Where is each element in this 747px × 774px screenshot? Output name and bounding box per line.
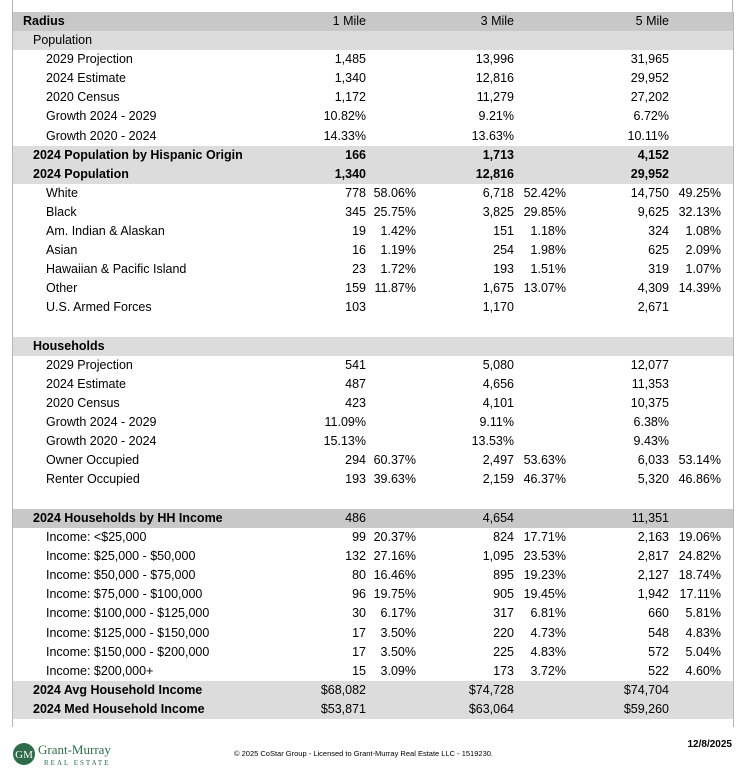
- med-income-row: [13, 700, 733, 719]
- value-3-mile: 12,816: [475, 71, 514, 86]
- value-5-mile: 6.72%: [633, 109, 669, 124]
- table-row: [13, 451, 733, 470]
- percent-3-mile: 52.42%: [523, 185, 566, 200]
- value-1-mile: 1,485: [334, 52, 366, 67]
- table-row: [13, 356, 733, 375]
- value-3-mile: 1,170: [482, 300, 514, 315]
- value-1-mile: 487: [345, 376, 366, 391]
- value-1-mile: 17: [352, 625, 366, 640]
- value-5-mile: 9.43%: [633, 434, 669, 449]
- percent-5-mile: 1.07%: [685, 262, 721, 277]
- row-label: 2024 Households by HH Income: [33, 510, 223, 525]
- value-5-mile: 27,202: [630, 90, 669, 105]
- percent-3-mile: 4.73%: [530, 625, 566, 640]
- table-row: [13, 624, 733, 643]
- value-5-mile: 4,152: [637, 147, 669, 162]
- top-border: [0, 0, 747, 12]
- percent-5-mile: 53.14%: [678, 453, 721, 468]
- percent-1-mile: 39.63%: [373, 472, 416, 487]
- percent-1-mile: 3.09%: [380, 663, 416, 678]
- row-label: U.S. Armed Forces: [46, 300, 152, 315]
- table-row: [13, 432, 733, 451]
- value-1-mile: 486: [345, 510, 366, 525]
- percent-1-mile: 3.50%: [380, 625, 416, 640]
- value-3-mile: 895: [493, 568, 514, 583]
- radius-label: Radius: [23, 14, 65, 28]
- col-1-mile: 1 Mile: [332, 14, 366, 28]
- table-row: [13, 127, 733, 146]
- table-row: [13, 528, 733, 547]
- value-3-mile: 4,101: [482, 395, 514, 410]
- value-5-mile: 2,671: [637, 300, 669, 315]
- value-3-mile: 905: [493, 587, 514, 602]
- value-5-mile: 660: [648, 606, 669, 621]
- value-1-mile: 96: [352, 587, 366, 602]
- value-5-mile: 6,033: [637, 453, 669, 468]
- row-label: 2024 Population: [33, 166, 129, 181]
- percent-3-mile: 17.71%: [523, 530, 566, 545]
- percent-5-mile: 32.13%: [678, 204, 721, 219]
- value-3-mile: 11,279: [476, 90, 514, 105]
- value-1-mile: 19: [352, 224, 366, 239]
- col-5-mile: 5 Mile: [635, 14, 669, 28]
- percent-5-mile: 1.08%: [685, 224, 721, 239]
- value-3-mile: 9.21%: [478, 109, 514, 124]
- value-3-mile: 13,996: [475, 52, 514, 67]
- section-title: Households: [33, 338, 105, 353]
- value-5-mile: 1,942: [637, 587, 669, 602]
- percent-5-mile: 24.82%: [678, 549, 721, 564]
- value-1-mile: 14.33%: [323, 128, 366, 143]
- value-3-mile: 254: [493, 243, 514, 258]
- row-label: 2024 Population by Hispanic Origin: [33, 147, 243, 162]
- table-row: [13, 662, 733, 681]
- value-1-mile: 99: [352, 530, 366, 545]
- avg-income-row: [13, 681, 733, 700]
- value-5-mile: 31,965: [630, 52, 669, 67]
- row-label: 2024 Estimate: [46, 71, 126, 86]
- row-label: Renter Occupied: [46, 472, 140, 487]
- report-date: 12/8/2025: [687, 739, 732, 750]
- value-1-mile: 16: [352, 243, 366, 258]
- value-1-mile: 1,172: [334, 90, 366, 105]
- value-1-mile: 166: [345, 147, 366, 162]
- table-row: [13, 88, 733, 107]
- table-row: [13, 470, 733, 489]
- percent-1-mile: 20.37%: [373, 530, 416, 545]
- value-5-mile: $59,260: [623, 701, 669, 716]
- value-5-mile: 548: [648, 625, 669, 640]
- section-title: Population: [33, 33, 93, 48]
- right-border-top: [732, 0, 733, 12]
- value-1-mile: $53,871: [320, 701, 366, 716]
- logo-monogram: GM: [15, 749, 33, 761]
- percent-1-mile: 1.72%: [380, 262, 416, 277]
- percent-3-mile: 3.72%: [530, 663, 566, 678]
- value-3-mile: 151: [493, 224, 514, 239]
- value-3-mile: 2,159: [482, 472, 514, 487]
- value-3-mile: 2,497: [482, 453, 514, 468]
- percent-1-mile: 11.87%: [374, 281, 416, 296]
- percent-1-mile: 3.50%: [380, 644, 416, 659]
- value-1-mile: 1,340: [334, 166, 366, 181]
- table-row: [13, 585, 733, 604]
- section-population: [13, 31, 733, 50]
- row-label: 2024 Avg Household Income: [33, 682, 203, 697]
- row-label: Growth 2024 - 2029: [46, 109, 157, 124]
- row-label: Income: <$25,000: [46, 530, 147, 545]
- value-1-mile: 193: [345, 472, 366, 487]
- value-1-mile: 294: [345, 453, 366, 468]
- value-3-mile: 1,713: [482, 147, 514, 162]
- row-label: Growth 2020 - 2024: [46, 434, 157, 449]
- hispanic-origin-row: [13, 146, 733, 165]
- percent-5-mile: 18.74%: [678, 568, 721, 583]
- row-label: Growth 2024 - 2029: [46, 414, 157, 429]
- percent-1-mile: 27.16%: [373, 549, 416, 564]
- value-1-mile: 423: [345, 395, 366, 410]
- hh-income-row: [13, 509, 733, 528]
- percent-3-mile: 1.18%: [530, 224, 566, 239]
- value-1-mile: 1,340: [334, 71, 366, 86]
- row-label: Income: $75,000 - $100,000: [46, 587, 203, 602]
- value-3-mile: 1,675: [482, 281, 514, 296]
- value-5-mile: 4,309: [637, 281, 669, 296]
- value-1-mile: 15: [352, 663, 366, 678]
- table-row: [13, 394, 733, 413]
- percent-1-mile: 58.06%: [373, 185, 416, 200]
- value-5-mile: 572: [648, 644, 669, 659]
- value-5-mile: 11,351: [631, 510, 669, 525]
- value-1-mile: 778: [345, 185, 366, 200]
- value-5-mile: 10.11%: [627, 128, 669, 143]
- company-logo: [12, 741, 124, 769]
- row-label: Black: [46, 204, 77, 219]
- value-1-mile: 17: [352, 644, 366, 659]
- table-row: [13, 107, 733, 126]
- row-label: Growth 2020 - 2024: [46, 128, 157, 143]
- copyright-text: © 2025 CoStar Group - Licensed to Grant-Murray Real Estate LLC - 1519230.: [234, 749, 493, 758]
- percent-3-mile: 1.51%: [530, 262, 566, 277]
- table-row: [13, 643, 733, 662]
- percent-1-mile: 1.42%: [380, 224, 416, 239]
- value-5-mile: 9,625: [637, 204, 669, 219]
- percent-3-mile: 1.98%: [530, 243, 566, 258]
- value-1-mile: 30: [352, 606, 366, 621]
- table-row: [13, 69, 733, 88]
- percent-3-mile: 13.07%: [523, 281, 566, 296]
- percent-3-mile: 23.53%: [523, 549, 566, 564]
- value-5-mile: 2,817: [637, 549, 669, 564]
- value-5-mile: 2,127: [637, 568, 669, 583]
- value-3-mile: $74,728: [468, 682, 514, 697]
- percent-5-mile: 4.60%: [685, 663, 721, 678]
- value-3-mile: 1,095: [482, 549, 514, 564]
- value-3-mile: 824: [493, 530, 514, 545]
- left-border-top: [12, 0, 13, 12]
- value-3-mile: 13.63%: [471, 128, 514, 143]
- page-footer: [12, 733, 734, 770]
- table-row: [13, 547, 733, 566]
- value-5-mile: 12,077: [630, 357, 669, 372]
- percent-3-mile: 6.81%: [530, 606, 566, 621]
- row-label: Am. Indian & Alaskan: [46, 224, 165, 239]
- value-1-mile: 159: [345, 281, 366, 296]
- value-5-mile: 6.38%: [633, 414, 669, 429]
- percent-3-mile: 46.37%: [523, 472, 566, 487]
- row-label: Hawaiian & Pacific Island: [46, 262, 187, 277]
- value-5-mile: 14,750: [630, 185, 669, 200]
- percent-1-mile: 1.19%: [380, 243, 416, 258]
- value-5-mile: 29,952: [630, 71, 669, 86]
- percent-5-mile: 5.81%: [685, 606, 721, 621]
- logo-subtitle: REAL ESTATE: [44, 759, 111, 767]
- table-row: [13, 566, 733, 585]
- percent-3-mile: 29.85%: [523, 204, 566, 219]
- percent-5-mile: 14.39%: [678, 281, 721, 296]
- row-label: Income: $200,000+: [46, 663, 154, 678]
- percent-3-mile: 53.63%: [523, 453, 566, 468]
- value-3-mile: 12,816: [475, 166, 514, 181]
- value-3-mile: 220: [493, 625, 514, 640]
- row-label: Income: $50,000 - $75,000: [46, 568, 196, 583]
- value-1-mile: 541: [345, 357, 366, 372]
- row-label: 2024 Med Household Income: [33, 701, 205, 716]
- table-row: [13, 604, 733, 623]
- value-3-mile: 173: [493, 663, 514, 678]
- value-5-mile: $74,704: [623, 682, 669, 697]
- row-label: Income: $25,000 - $50,000: [46, 549, 196, 564]
- percent-3-mile: 4.83%: [530, 644, 566, 659]
- value-1-mile: 15.13%: [323, 434, 366, 449]
- demographics-report: [12, 12, 734, 727]
- table-row: [13, 375, 733, 394]
- row-label: 2029 Projection: [46, 357, 133, 372]
- row-label: White: [46, 185, 78, 200]
- row-label: 2020 Census: [46, 395, 120, 410]
- row-label: Other: [46, 281, 78, 296]
- value-5-mile: 2,163: [637, 530, 669, 545]
- value-5-mile: 522: [648, 663, 669, 678]
- table-header: [13, 12, 733, 31]
- row-label: 2024 Estimate: [46, 376, 126, 391]
- value-3-mile: 13.53%: [471, 434, 514, 449]
- value-1-mile: 80: [352, 568, 366, 583]
- value-3-mile: 193: [493, 262, 514, 277]
- percent-5-mile: 49.25%: [678, 185, 721, 200]
- percent-5-mile: 4.83%: [685, 625, 721, 640]
- percent-1-mile: 16.46%: [373, 568, 416, 583]
- bottom-padding: [13, 719, 733, 727]
- row-label: Income: $150,000 - $200,000: [46, 644, 210, 659]
- table-row: [13, 298, 733, 317]
- percent-5-mile: 46.86%: [678, 472, 721, 487]
- table-row: [13, 222, 733, 241]
- percent-3-mile: 19.45%: [523, 587, 566, 602]
- percent-1-mile: 25.75%: [373, 204, 416, 219]
- percent-1-mile: 19.75%: [373, 587, 416, 602]
- value-1-mile: 103: [345, 300, 366, 315]
- value-3-mile: 225: [493, 644, 514, 659]
- value-5-mile: 625: [648, 243, 669, 258]
- value-1-mile: 11.09%: [324, 414, 366, 429]
- logo-name: Grant-Murray: [38, 742, 111, 757]
- value-3-mile: 4,656: [482, 376, 514, 391]
- value-3-mile: 317: [493, 606, 514, 621]
- row-label: Income: $125,000 - $150,000: [46, 625, 210, 640]
- percent-5-mile: 5.04%: [685, 644, 721, 659]
- value-5-mile: 29,952: [630, 166, 669, 181]
- row-label: 2029 Projection: [46, 52, 133, 67]
- value-1-mile: 345: [345, 204, 366, 219]
- percent-5-mile: 19.06%: [678, 530, 721, 545]
- table-row: [13, 184, 733, 203]
- value-3-mile: 5,080: [482, 357, 514, 372]
- value-1-mile: 10.82%: [323, 109, 366, 124]
- value-1-mile: 23: [352, 262, 366, 277]
- percent-5-mile: 17.11%: [679, 587, 721, 602]
- value-3-mile: 4,654: [482, 510, 514, 525]
- percent-1-mile: 6.17%: [380, 606, 416, 621]
- value-3-mile: $63,064: [468, 701, 514, 716]
- table-row: [13, 279, 733, 298]
- table-row: [13, 203, 733, 222]
- value-5-mile: 11,353: [631, 376, 669, 391]
- value-3-mile: 3,825: [482, 204, 514, 219]
- table-row: [13, 413, 733, 432]
- value-5-mile: 324: [648, 224, 669, 239]
- row-label: Income: $100,000 - $125,000: [46, 606, 210, 621]
- spacer: [13, 489, 733, 509]
- value-3-mile: 6,718: [482, 185, 514, 200]
- section-households: [13, 337, 733, 356]
- table-row: [13, 241, 733, 260]
- value-5-mile: 319: [648, 262, 669, 277]
- row-label: 2020 Census: [46, 90, 120, 105]
- spacer: [13, 318, 733, 337]
- percent-1-mile: 60.37%: [373, 453, 416, 468]
- row-label: Asian: [46, 243, 78, 258]
- col-3-mile: 3 Mile: [480, 14, 514, 28]
- row-label: Owner Occupied: [46, 453, 140, 468]
- percent-3-mile: 19.23%: [523, 568, 566, 583]
- table-row: [13, 260, 733, 279]
- value-5-mile: 5,320: [637, 472, 669, 487]
- population-2024-row: [13, 165, 733, 184]
- table-row: [13, 50, 733, 69]
- logo-mark: [12, 741, 124, 769]
- value-5-mile: 10,375: [630, 395, 669, 410]
- percent-5-mile: 2.09%: [685, 243, 721, 258]
- value-3-mile: 9.11%: [479, 414, 514, 429]
- value-1-mile: $68,082: [320, 682, 366, 697]
- value-1-mile: 132: [345, 549, 366, 564]
